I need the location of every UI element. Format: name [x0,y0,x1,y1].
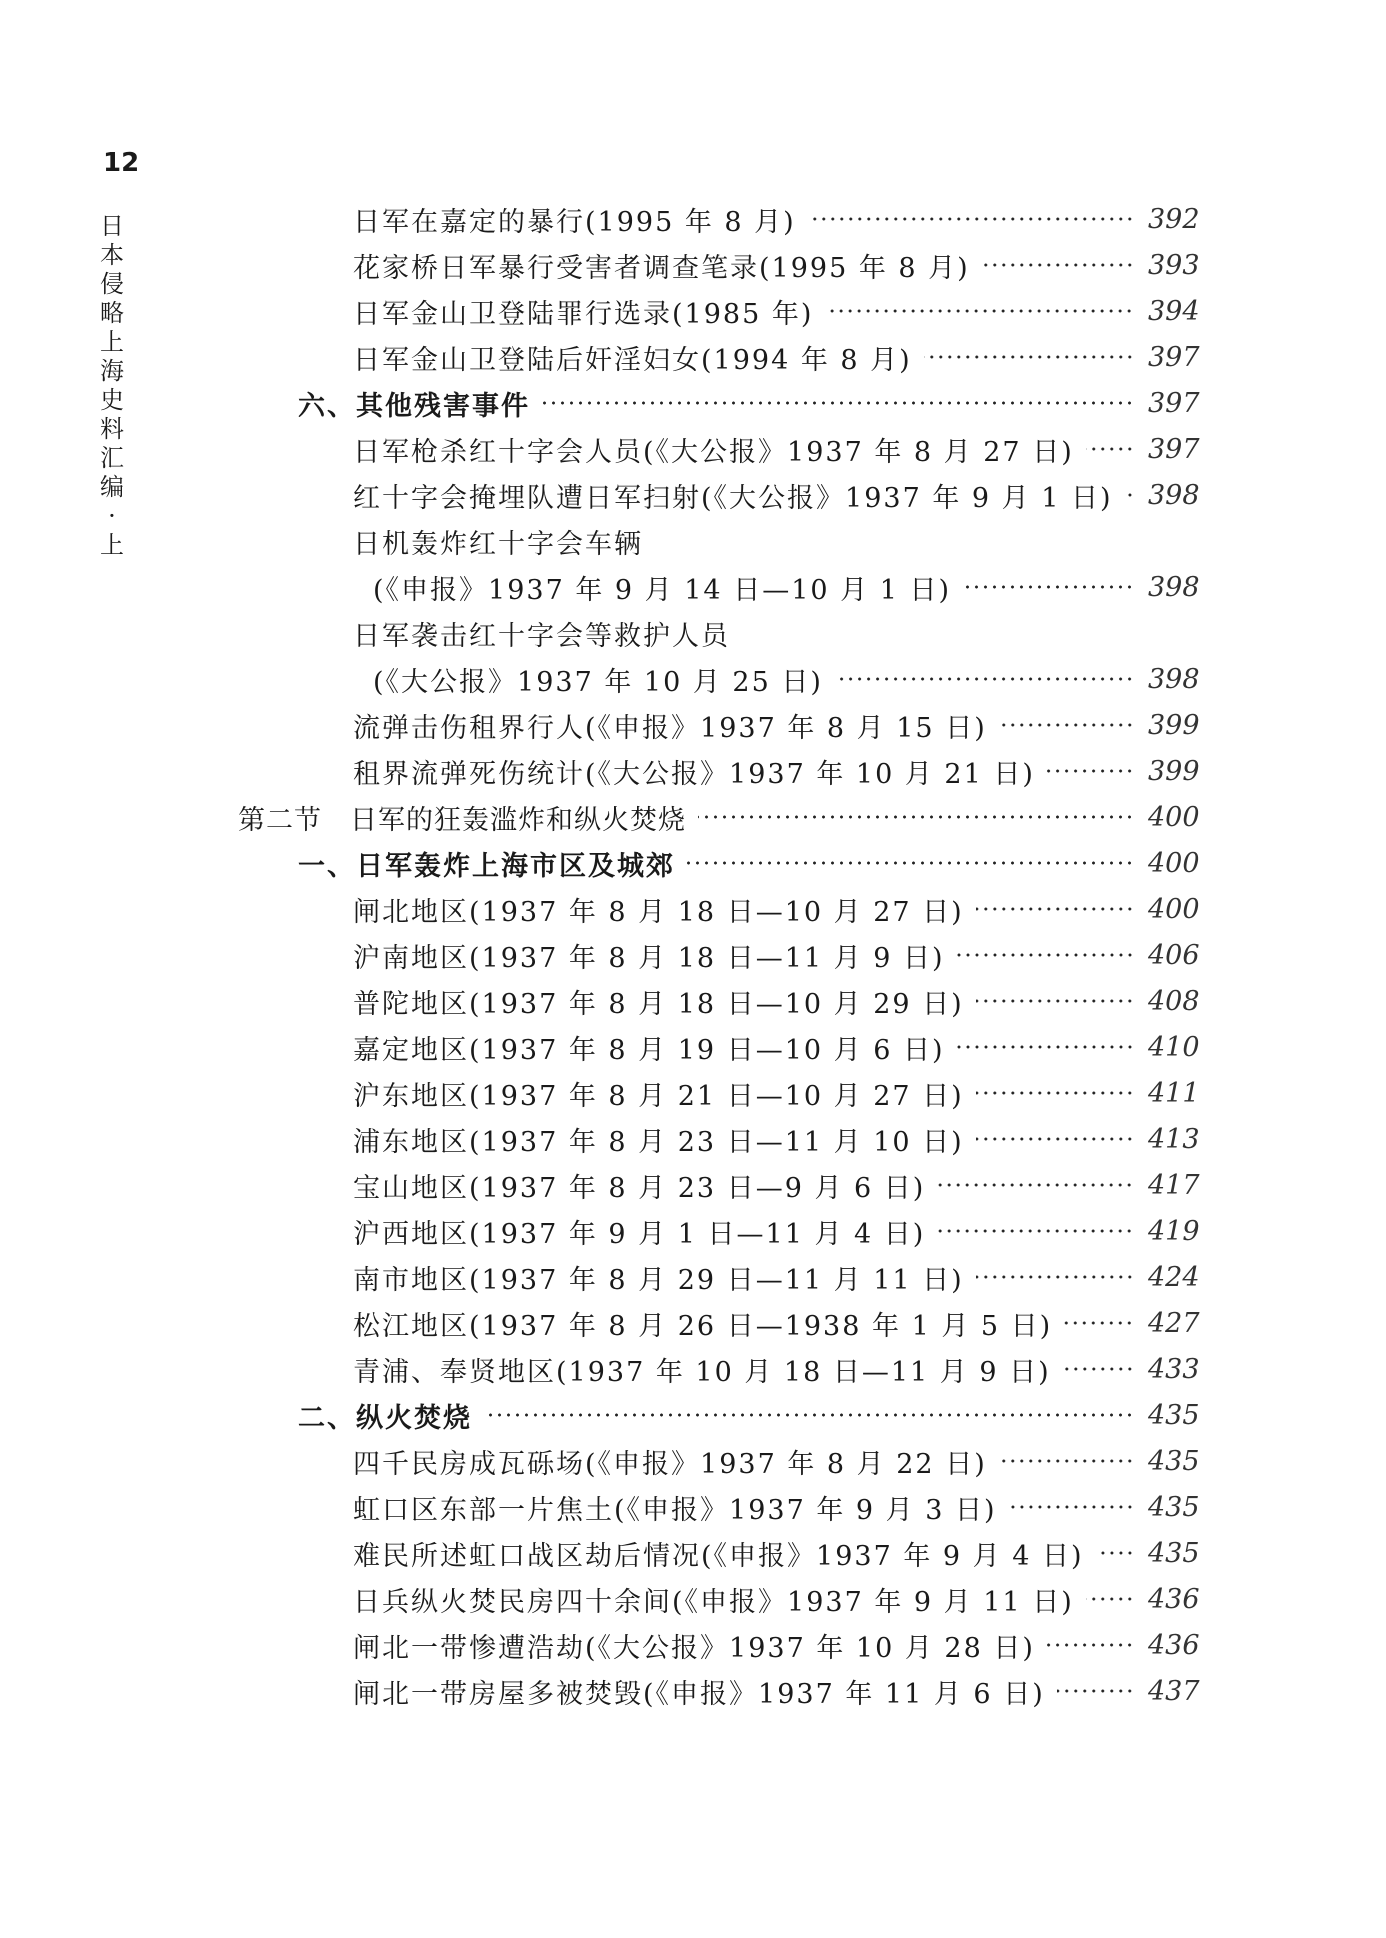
toc-entry-title: 嘉定地区(1937 年 8 月 19 日—10 月 6 日) [353,1034,945,1066]
toc-entry-page: 435 [1148,1399,1200,1431]
toc-entry-title: 浦东地区(1937 年 8 月 23 日—11 月 10 日) [353,1126,964,1158]
toc-entry-page: 424 [1148,1261,1200,1293]
toc-entry-title: 虹口区东部一片焦土(《申报》1937 年 9 月 3 日) [353,1494,997,1526]
toc-entry-title: 日兵纵火焚民房四十余间(《申报》1937 年 9 月 11 日) [353,1586,1074,1618]
toc-entry[interactable] [353,978,1200,1024]
toc-entry-title: 普陀地区(1937 年 8 月 18 日—10 月 29 日) [353,988,964,1020]
toc-entry-title: 沪东地区(1937 年 8 月 21 日—10 月 27 日) [353,1080,964,1112]
toc-entry[interactable] [353,288,1200,334]
toc-entry-title: 南市地区(1937 年 8 月 29 日—11 月 11 日) [353,1264,964,1296]
toc-entry[interactable] [353,472,1200,518]
toc-entry-title: 二、纵火焚烧 [298,1402,472,1434]
dot-leader [808,217,1134,221]
toc-entry[interactable] [353,242,1200,288]
toc-entry-page: 393 [1148,249,1200,281]
toc-entry-page: 397 [1148,433,1200,465]
toc-entry[interactable] [353,1622,1200,1668]
dot-leader [957,953,1134,957]
toc-entry-page: 437 [1148,1675,1200,1707]
toc-entry-title: 日军在嘉定的暴行(1995 年 8 月) [353,206,796,238]
toc-entry-page: 417 [1148,1169,1200,1201]
toc-entry-page: 435 [1148,1491,1200,1523]
toc-entry-title: 日军袭击红十字会等救护人员 [353,620,730,652]
toc-entry[interactable] [353,1438,1200,1484]
toc-entry-page: 398 [1148,571,1200,603]
toc-entry[interactable] [353,702,1200,748]
toc-entry[interactable] [353,748,1200,794]
dot-leader [976,999,1134,1003]
toc-entry-page: 410 [1148,1031,1200,1063]
toc-entry-page: 413 [1148,1123,1200,1155]
toc-entry-page: 411 [1148,1077,1200,1109]
dot-leader [937,1229,1134,1233]
dot-leader [484,1413,1134,1417]
toc-entry-page: 399 [1148,709,1200,741]
toc-entry-page: 397 [1148,341,1200,373]
toc-entry[interactable] [353,1070,1200,1116]
toc-entry[interactable] [353,1484,1200,1530]
dot-leader [924,355,1134,359]
toc-entry[interactable] [353,1208,1200,1254]
toc-entry[interactable] [353,1162,1200,1208]
toc-entry[interactable] [353,932,1200,978]
dot-leader [976,1137,1134,1141]
toc-entry[interactable] [353,1116,1200,1162]
toc-entry-title: 日军金山卫登陆罪行选录(1985 年) [353,298,814,330]
toc-entry[interactable] [353,1668,1200,1714]
toc-entry[interactable] [353,1346,1200,1392]
toc-entry[interactable] [353,196,1200,242]
toc-entry-page: 397 [1148,387,1200,419]
toc-entry[interactable] [353,1300,1200,1346]
toc-entry-page: 398 [1148,663,1200,695]
toc-entry-page: 408 [1148,985,1200,1017]
dot-leader [1086,447,1134,451]
book-title: 日本侵略上海史料汇编·上 [100,212,124,559]
toc-entry-page: 398 [1148,479,1200,511]
dot-leader [1009,1505,1134,1509]
toc-entry-page: 394 [1148,295,1200,327]
toc-entry-page: 400 [1148,801,1200,833]
toc-entry-title: 沪南地区(1937 年 8 月 18 日—11 月 9 日) [353,942,945,974]
toc-entry-page: 400 [1148,893,1200,925]
dot-leader [999,723,1134,727]
toc-subsection-entry[interactable] [298,840,1200,886]
toc-entry-title: 日机轰炸红十字会车辆 [353,528,643,560]
toc-entry-page: 406 [1148,939,1200,971]
dot-leader [937,1183,1134,1187]
toc-entry-page: 435 [1148,1445,1200,1477]
dot-leader [976,907,1134,911]
toc-entry-continuation[interactable] [373,564,1200,610]
toc-entry-title: 第二节 日军的狂轰滥炸和纵火焚烧 [238,804,686,836]
toc-entry-page: 435 [1148,1537,1200,1569]
dot-leader [957,1045,1134,1049]
toc-entry-title: 青浦、奉贤地区(1937 年 10 月 18 日—11 月 9 日) [353,1356,1051,1388]
dot-leader [976,1275,1134,1279]
dot-leader [698,815,1134,819]
dot-leader [1057,1689,1134,1693]
toc-entry-page: 427 [1148,1307,1200,1339]
dot-leader [1096,1551,1134,1555]
toc-entry-page: 400 [1148,847,1200,879]
dot-leader [825,309,1134,313]
toc-entry-title: (《申报》1937 年 9 月 14 日—10 月 1 日) [373,574,952,606]
toc-entry-title: 闸北一带房屋多被焚毁(《申报》1937 年 11 月 6 日) [353,1678,1045,1710]
dot-leader [1047,1643,1134,1647]
dot-leader [835,677,1134,681]
dot-leader [1086,1597,1134,1601]
toc-entry-title: 宝山地区(1937 年 8 月 23 日—9 月 6 日) [353,1172,926,1204]
toc-entry-title: 租界流弹死伤统计(《大公报》1937 年 10 月 21 日) [353,758,1035,790]
toc-entry-title: 流弹击伤租界行人(《申报》1937 年 8 月 15 日) [353,712,987,744]
toc-entry-title: 六、其他残害事件 [298,390,530,422]
dot-leader [1047,769,1134,773]
toc-entry[interactable] [353,1024,1200,1070]
toc-entry-first-line[interactable] [353,518,1196,564]
dot-leader [963,585,1134,589]
toc-section-entry[interactable] [238,794,1200,840]
toc-entry-page: 392 [1148,203,1200,235]
toc-entry-title: 难民所述虹口战区劫后情况(《申报》1937 年 9 月 4 日) [353,1540,1084,1572]
dot-leader [982,263,1134,267]
dot-leader [542,401,1134,405]
toc-entry-title: (《大公报》1937 年 10 月 25 日) [373,666,823,698]
dot-leader [999,1459,1134,1463]
toc-entry-page: 436 [1148,1583,1200,1615]
toc-entry[interactable] [353,1530,1200,1576]
toc-entry-title: 闸北地区(1937 年 8 月 18 日—10 月 27 日) [353,896,964,928]
toc-subsection-entry[interactable] [298,1392,1200,1438]
toc-subsection-entry[interactable] [298,380,1200,426]
dot-leader [1063,1367,1134,1371]
toc-entry-title: 花家桥日军暴行受害者调查笔录(1995 年 8 月) [353,252,970,284]
toc-entry-title: 四千民房成瓦砾场(《申报》1937 年 8 月 22 日) [353,1448,987,1480]
toc-entry-continuation[interactable] [373,656,1200,702]
page-number: 12 [103,148,140,178]
toc-entry-title: 松江地区(1937 年 8 月 26 日—1938 年 1 月 5 日) [353,1310,1053,1342]
toc-entry-title: 沪西地区(1937 年 9 月 1 日—11 月 4 日) [353,1218,926,1250]
toc-entry-title: 日军金山卫登陆后奸淫妇女(1994 年 8 月) [353,344,912,376]
toc-entry-title: 闸北一带惨遭浩劫(《大公报》1937 年 10 月 28 日) [353,1632,1035,1664]
toc-entry[interactable] [353,1576,1200,1622]
toc-entry-title: 红十字会掩埋队遭日军扫射(《大公报》1937 年 9 月 1 日) [353,482,1113,514]
dot-leader [687,861,1134,865]
toc-entry-page: 436 [1148,1629,1200,1661]
toc-entry-first-line[interactable] [353,610,1196,656]
toc-entry[interactable] [353,1254,1200,1300]
toc-entry-page: 399 [1148,755,1200,787]
dot-leader [1064,1321,1134,1325]
toc-entry-title: 日军枪杀红十字会人员(《大公报》1937 年 8 月 27 日) [353,436,1074,468]
toc-entry[interactable] [353,886,1200,932]
toc-entry-title: 一、日军轰炸上海市区及城郊 [298,850,675,882]
dot-leader [976,1091,1134,1095]
toc-entry-page: 433 [1148,1353,1200,1385]
dot-leader [1125,493,1134,497]
toc-entry[interactable] [353,426,1200,472]
toc-entry-page: 419 [1148,1215,1200,1247]
toc-entry[interactable] [353,334,1200,380]
